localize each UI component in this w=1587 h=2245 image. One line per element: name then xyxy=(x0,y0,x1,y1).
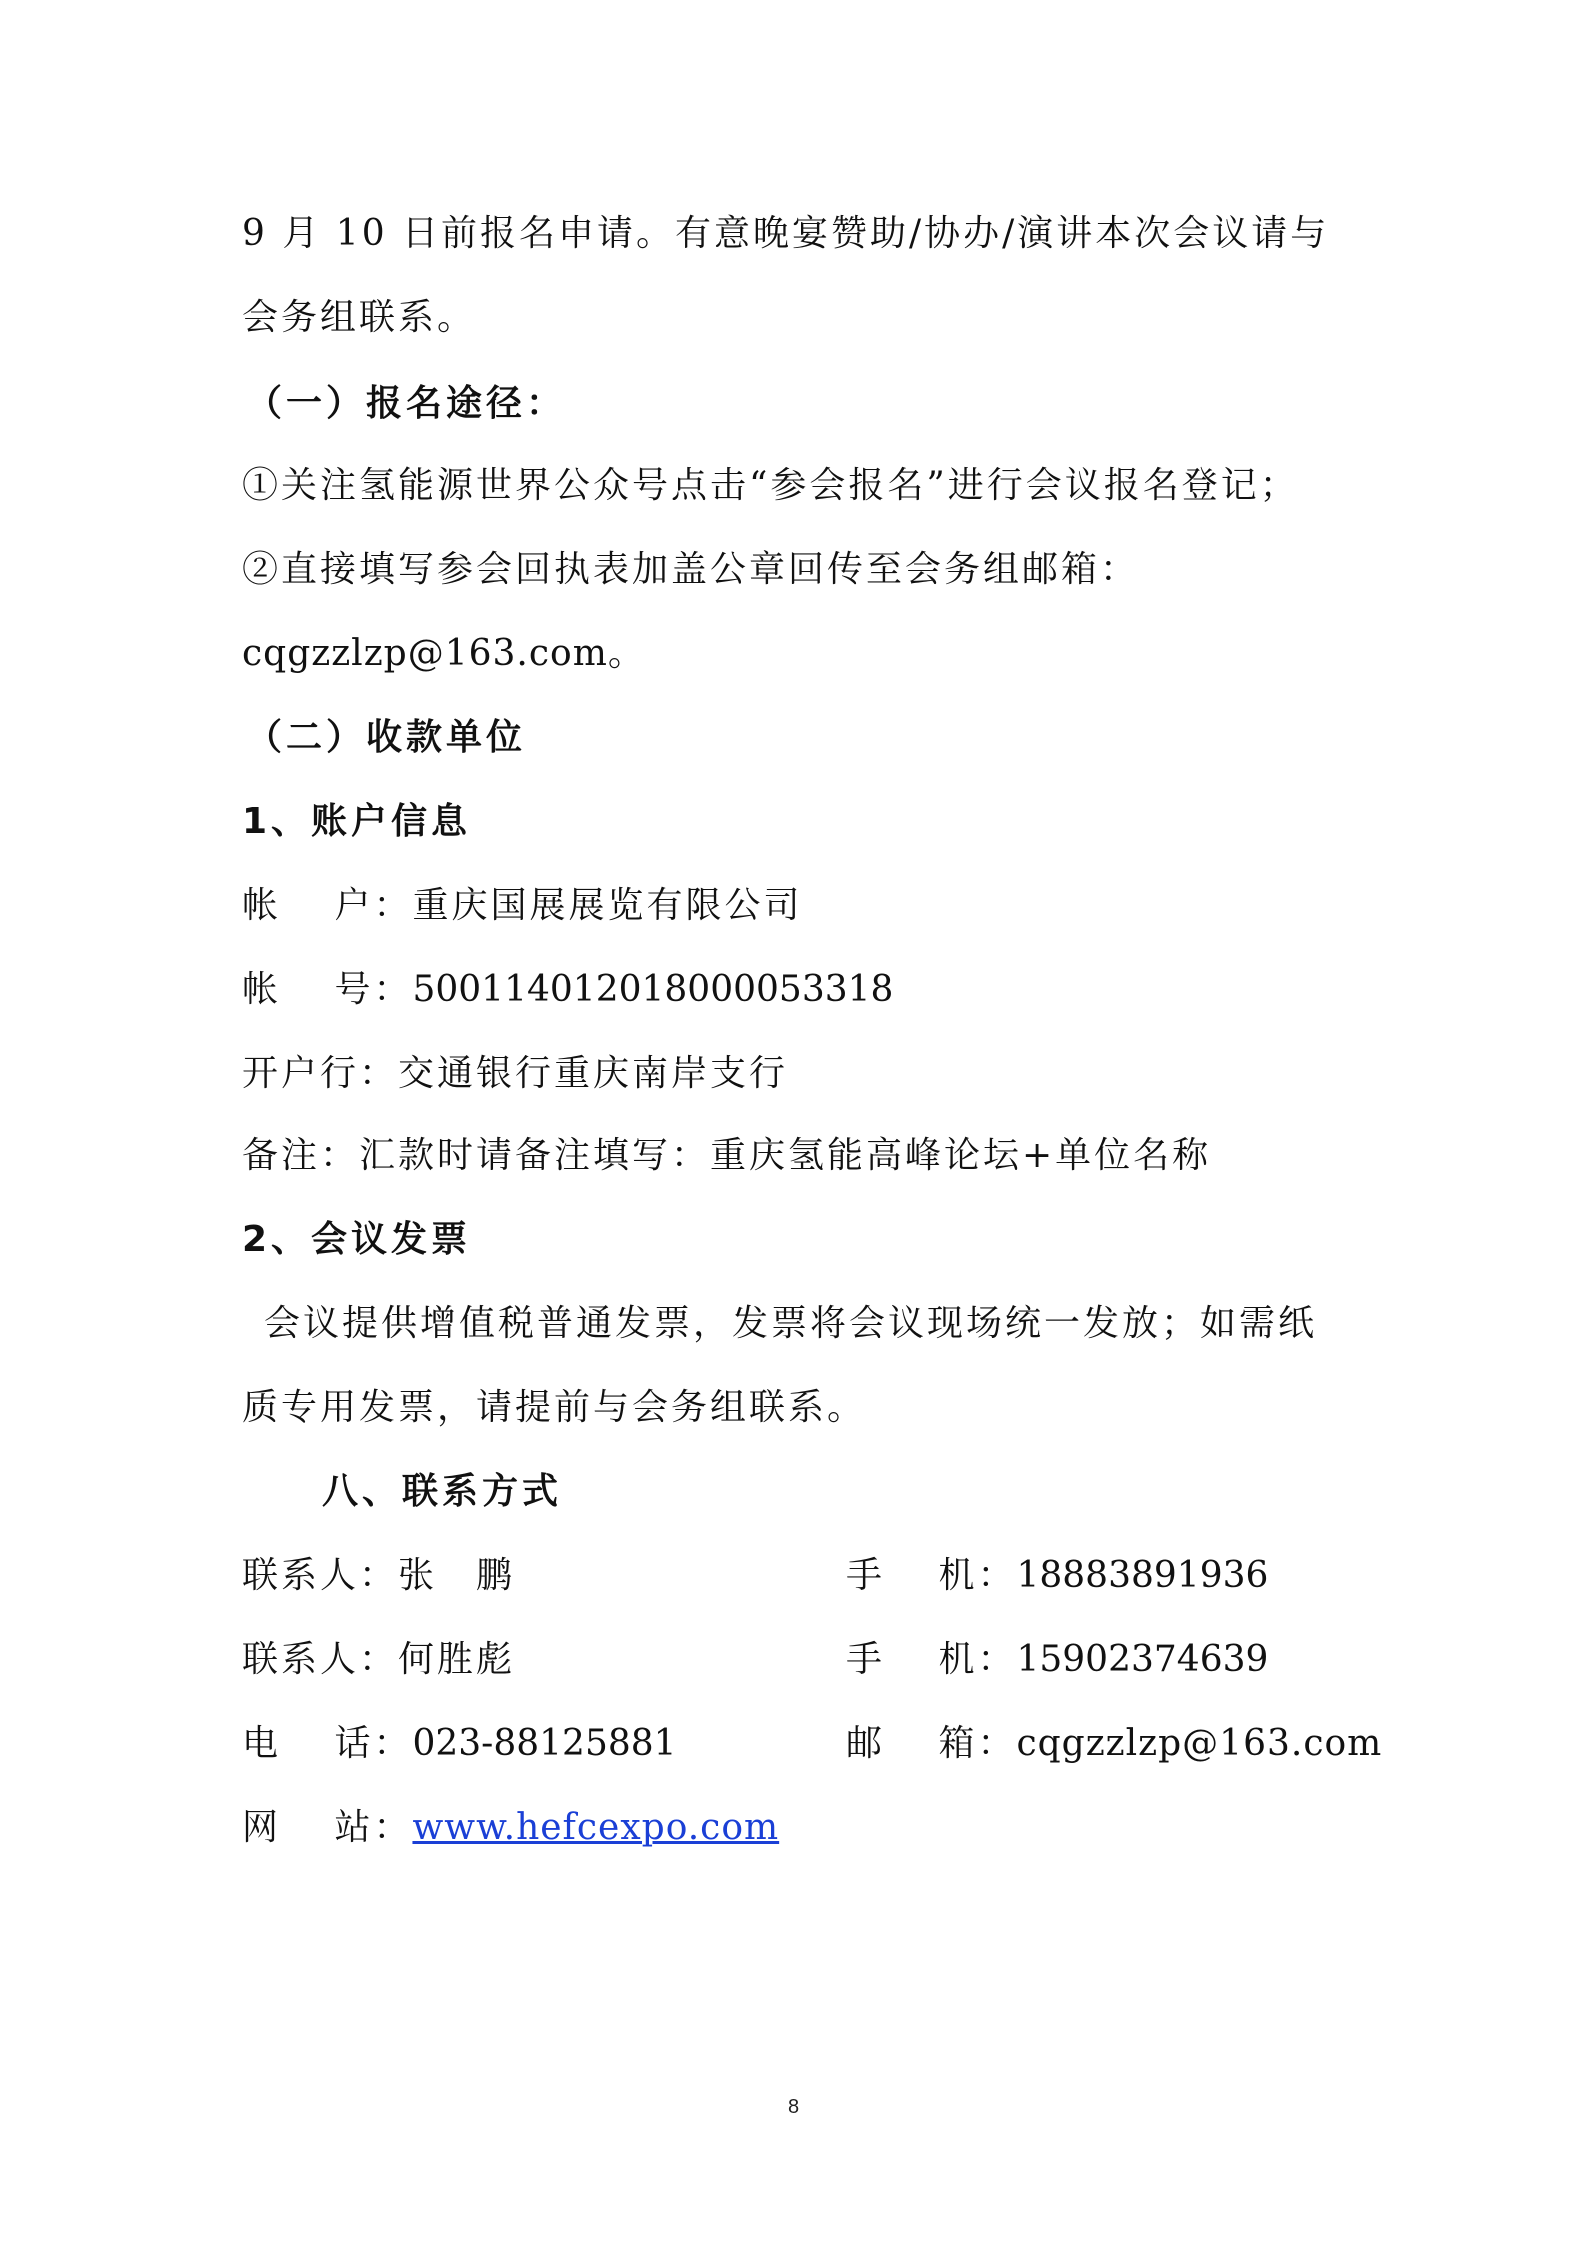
registration-step-2: ②直接填写参会回执表加盖公章回传至会务组邮箱： xyxy=(242,549,1140,590)
bank-label: 开户行： xyxy=(242,1053,399,1094)
contact-person-2-phone-label: 手 机： xyxy=(846,1639,1017,1680)
registration-step-1: ①关注氢能源世界公众号点击“参会报名”进行会议报名登记； xyxy=(242,465,1299,506)
contact-tel-row xyxy=(242,1722,677,1766)
account-name-value: 重庆国展展览有限公司 xyxy=(412,885,803,926)
contact-site-link[interactable]: www.hefcexpo.com xyxy=(412,1807,780,1848)
contact-person-2-name: 何胜彪 xyxy=(398,1639,516,1680)
invoice-heading: 2、会议发票 xyxy=(242,1219,472,1260)
account-number-row xyxy=(242,968,893,1012)
account-number-value: 500114012018000053318 xyxy=(412,969,894,1010)
bank-row xyxy=(242,1052,788,1096)
remark-value: 汇款时请备注填写：重庆氢能高峰论坛+单位名称 xyxy=(359,1135,1212,1176)
contact-person-1-phone-row xyxy=(846,1554,1268,1598)
intro-line-1: 9 月 10 日前报名申请。有意晚宴赞助/协办/演讲本次会议请与 xyxy=(242,213,1330,254)
contact-email-label: 邮 箱： xyxy=(846,1723,1017,1764)
contact-person-2-label: 联系人： xyxy=(242,1639,399,1680)
account-name-row xyxy=(242,884,802,928)
remark-label: 备注： xyxy=(242,1135,360,1176)
registration-email: cqgzzlzp@163.com。 xyxy=(242,633,645,674)
bank-value: 交通银行重庆南岸支行 xyxy=(398,1053,789,1094)
contact-person-2-phone-row xyxy=(846,1638,1268,1682)
contact-email-value: cqgzzlzp@163.com xyxy=(1016,1723,1383,1764)
remark-row xyxy=(242,1134,1211,1178)
page-number: 8 xyxy=(787,2096,800,2118)
invoice-line-1: 会议提供增值税普通发票，发票将会议现场统一发放；如需纸 xyxy=(264,1303,1318,1344)
contact-heading: 八、联系方式 xyxy=(322,1471,563,1512)
contact-person-2 xyxy=(242,1638,515,1682)
registration-heading: （一）报名途径： xyxy=(246,383,567,424)
contact-person-1-name: 张 鹏 xyxy=(398,1555,516,1596)
contact-person-1-phone: 18883891936 xyxy=(1016,1555,1269,1596)
contact-tel-value: 023-88125881 xyxy=(412,1723,677,1764)
contact-person-1 xyxy=(242,1554,515,1598)
contact-tel-label: 电 话： xyxy=(242,1723,413,1764)
account-number-label: 帐 号： xyxy=(242,969,413,1010)
contact-person-1-label: 联系人： xyxy=(242,1555,399,1596)
contact-email-row xyxy=(846,1722,1382,1766)
intro-line-2: 会务组联系。 xyxy=(242,297,477,338)
account-info-heading: 1、账户信息 xyxy=(242,801,472,842)
account-name-label: 帐 户： xyxy=(242,885,413,926)
invoice-line-2: 质专用发票，请提前与会务组联系。 xyxy=(242,1387,867,1428)
contact-site-label: 网 站： xyxy=(242,1807,413,1848)
contact-site-row xyxy=(242,1806,779,1850)
contact-person-1-phone-label: 手 机： xyxy=(846,1555,1017,1596)
payee-heading: （二）收款单位 xyxy=(246,717,527,758)
contact-person-2-phone: 15902374639 xyxy=(1016,1639,1269,1680)
